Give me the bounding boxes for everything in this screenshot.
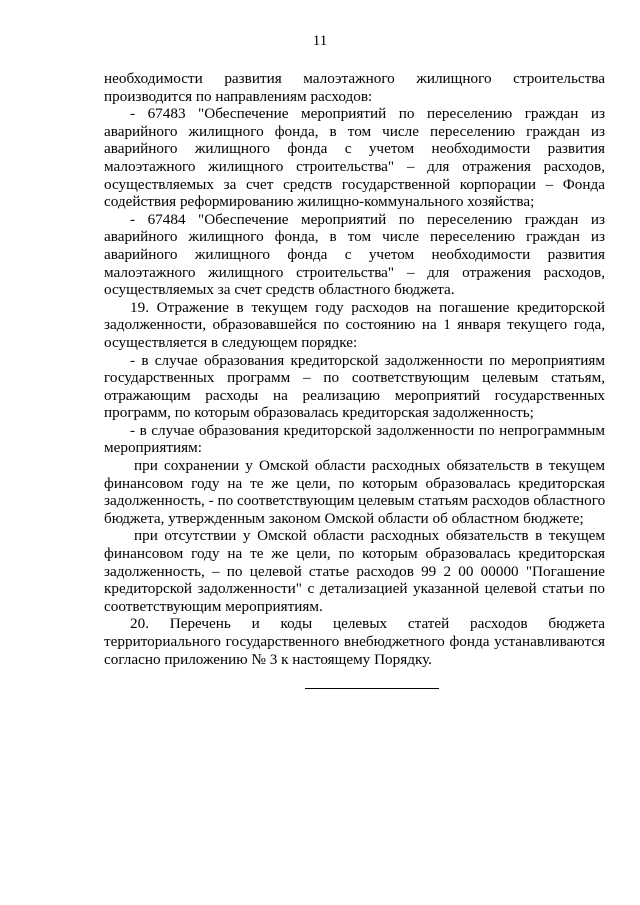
text-line: бюджета, утвержденным законом Омской области об областном бюджете; <box>104 509 584 527</box>
text-line: 19. Отражение в текущем году расходов на погашение кредиторской <box>130 298 605 316</box>
text-line: кредиторской задолженности" с детализацией указанной целевой статьи по <box>104 580 605 598</box>
text-line: - 67483 "Обеспечение мероприятий по переселению граждан из <box>130 105 605 123</box>
end-rule <box>305 688 439 689</box>
text-line: осуществляемых за счет средств областного бюджета. <box>104 281 455 299</box>
text-line: государственных программ – по соответствующим целевым статьям, <box>104 369 605 387</box>
text-line: финансовом году на те же цели, по которым образовалась кредиторская <box>104 545 605 563</box>
text-line: малоэтажного жилищного строительства" – для отражения расходов, <box>104 157 605 175</box>
text-line: осуществляемых за счет средств государственной корпорации – Фонда <box>104 175 605 193</box>
text-line: программ, по которым образовалась кредиторская задолженность; <box>104 404 534 422</box>
text-line: при сохранении у Омской области расходных обязательств в текущем <box>134 457 605 475</box>
page-number: 11 <box>312 33 328 49</box>
text-line: - в случае образования кредиторской задолженности по мероприятиям <box>130 351 605 369</box>
text-line: необходимости развития малоэтажного жилищного строительства <box>104 70 605 87</box>
text-line: финансовом году на те же цели, по которым образовалась кредиторская <box>104 474 605 492</box>
text-line: аварийного жилищного фонда с учетом необходимости развития <box>104 140 605 158</box>
text-line: аварийного жилищного фонда, в том числе переселению граждан из <box>104 228 605 246</box>
text-line: аварийного жилищного фонда, в том числе переселению граждан из <box>104 122 605 140</box>
text-line: отражающим расходы на реализацию мероприятий государственных <box>104 386 605 404</box>
text-line: малоэтажного жилищного строительства" – для отражения расходов, <box>104 263 605 281</box>
text-line: согласно приложению № 3 к настоящему Порядку. <box>104 650 432 668</box>
text-line: территориального государственного внебюджетного фонда устанавливаются <box>104 633 605 650</box>
text-line: 20. Перечень и коды целевых статей расходов бюджета <box>130 615 605 633</box>
text-line: задолженности, образовавшейся по состоянию на 1 января текущего года, <box>104 316 605 334</box>
text-line: задолженность, – по целевой статье расходов 99 2 00 00000 "Погашение <box>104 562 605 580</box>
text-line: - 67484 "Обеспечение мероприятий по переселению граждан из <box>130 210 605 228</box>
text-line: при отсутствии у Омской области расходных обязательств в текущем <box>134 527 605 545</box>
text-line: - в случае образования кредиторской задолженности по непрограммным <box>130 421 605 439</box>
document-body <box>104 70 605 668</box>
text-line: задолженность, - по соответствующим целевым статьям расходов областного <box>104 492 606 510</box>
text-line: мероприятиям: <box>104 439 202 457</box>
text-line: производится по направлениям расходов: <box>104 87 373 105</box>
text-line: аварийного жилищного фонда с учетом необходимости развития <box>104 245 605 263</box>
text-line: осуществляется в следующем порядке: <box>104 333 358 351</box>
text-line: содействия реформированию жилищно-коммунального хозяйства; <box>104 193 535 211</box>
text-line: соответствующим мероприятиям. <box>104 597 323 615</box>
